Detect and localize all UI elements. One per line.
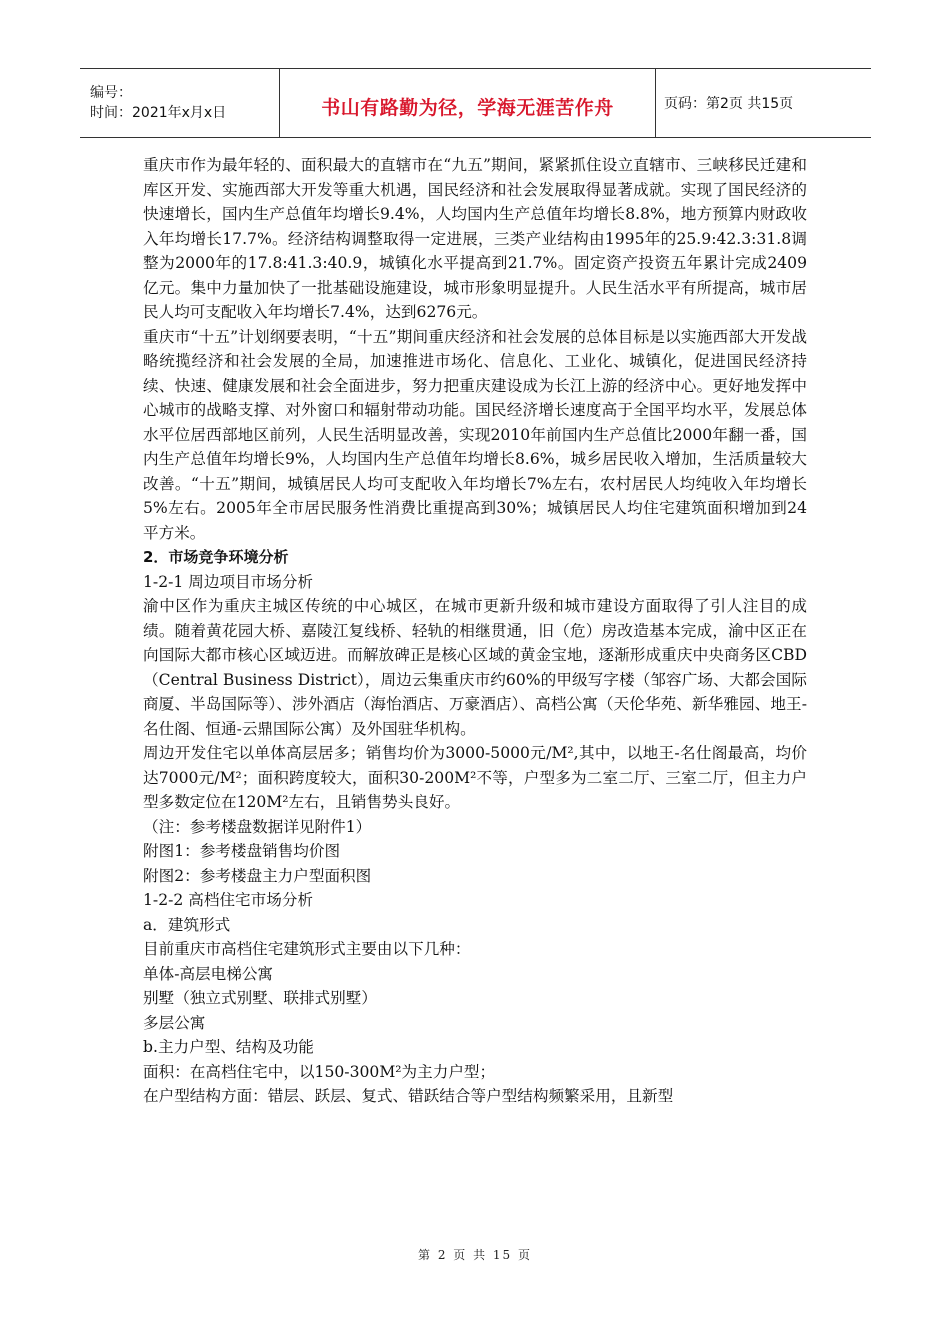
- section-heading-market-competition: 2．市场竞争环境分析: [143, 548, 289, 566]
- page-footer: 第 2 页 共 15 页: [418, 1248, 532, 1262]
- list-item-multistory: 多层公寓: [143, 1013, 206, 1032]
- list-heading-unit-types: b.主力户型、结构及功能: [143, 1038, 314, 1056]
- figure-reference-1: 附图1：参考楼盘销售均价图: [143, 842, 341, 860]
- paragraph-shiwu-goals: 重庆市“十五”计划纲要表明，“十五”期间重庆经济和社会发展的总体目标是以实施西部大开发战略统揽经济和社会发展的全局，加速推进市场化、信息化、工业化、城镇化，促进国民经济持续、快速、健康发展和社会全面进步，努力把重庆建设成为长江上游的经济中心。更好地发挥中心城市的战略支撑、对外窗口和辐射带动功能。国民经济增长速度高于全国平均水平，发展总体水平位居西部地区前列，人民生活明显改善，实现2010年前国内生产总值比2000年翻一番，国内生产总值年均增长9%，人均国内生产总值年均增长8.6%，城乡居民收入增加，生活质量较大改善。“十五”期间，城镇居民人均可支配收入年均增长7%左右，农村居民人均纯收入年均增长5%左右。2005年全市居民服务性消费比重提高到30%；城镇居民人均住宅建筑面积增加到24平方米。: [143, 327, 807, 542]
- document-date: 时间：2021年x月x日: [90, 105, 227, 121]
- header-motto: 书山有路勤为径，学海无涯苦作舟: [321, 96, 614, 119]
- subsection-heading-high-end-housing: 1-2-2 高档住宅市场分析: [143, 891, 314, 909]
- document-number-label: 编号：: [90, 85, 132, 101]
- subsection-heading-surrounding-projects: 1-2-1 周边项目市场分析: [143, 572, 314, 591]
- note-reference-data: （注：参考楼盘数据详见附件1）: [143, 817, 372, 836]
- paragraph-yuzhong-district: 渝中区作为重庆主城区传统的中心城区，在城市更新升级和城市建设方面取得了引人注目的成绩。随着黄花园大桥、嘉陵江复线桥、轻轨的相继贯通，旧（危）房改造基本完成，渝中区正在向国际大都市核心区域迈进。而解放碑正是核心区域的黄金宝地，逐渐形成重庆中央商务区CBD（Central Business District），周边云集重庆市约60%的甲级写字楼（邹容广场、大都会国际商厦、半岛国际等）、涉外酒店（海怡酒店、万豪酒店）、高档公寓（天伦华苑、新华雅园、地王-名仕阁、恒通-云鼎国际公寓）及外国驻华机构。: [143, 597, 807, 738]
- paragraph-area: 面积：在高档住宅中，以150-300M²为主力户型；: [143, 1062, 496, 1081]
- paragraph-unit-structure: 在户型结构方面：错层、跃层、复式、错跃结合等户型结构频繁采用，且新型: [143, 1087, 674, 1105]
- paragraph-surrounding-housing: 周边开发住宅以单体高层居多；销售均价为3000-5000元/M²,其中，以地王-名仕阁最高，均价达7000元/M²；面积跨度较大，面积30-200M²不等，户型多为二室二厅、三室二厅，但主力户型多数定位在120M²左右，且销售势头良好。: [143, 744, 807, 811]
- header-meta: [80, 69, 280, 137]
- header-motto-cell: [280, 69, 656, 137]
- document-body: [143, 153, 807, 1109]
- paragraph-jiuwu-achievements: 重庆市作为最年轻的、面积最大的直辖市在“九五”期间，紧紧抓住设立直辖市、三峡移民迁建和库区开发、实施西部大开发等重大机遇，国民经济和社会发展取得显著成就。实现了国民经济的快速增长，国内生产总值年均增长9.4%，人均国内生产总值年均增长8.8%，地方预算内财政收入年均增长17.7%。经济结构调整取得一定进展，三类产业结构由1995年的25.9:42.3:31.8调整为2000年的17.8:41.3:40.9，城镇化水平提高到21.7%。固定资产投资五年累计完成2409亿元。集中力量加快了一批基础设施建设，城市形象明显提升。人民生活水平有所提高，城市居民人均可支配收入年均增长7.4%，达到6276元。: [143, 156, 807, 321]
- paragraph-building-forms-intro: 目前重庆市高档住宅建筑形式主要由以下几种：: [143, 940, 471, 958]
- header-page-info: 页码：第2页 共15页: [664, 96, 794, 112]
- figure-reference-2: 附图2：参考楼盘主力户型面积图: [143, 866, 372, 885]
- list-item-highrise: 单体-高层电梯公寓: [143, 964, 274, 983]
- list-heading-building-form: a．建筑形式: [143, 915, 231, 934]
- page-header: [80, 68, 871, 138]
- list-item-villa: 别墅（独立式别墅、联排式别墅）: [143, 989, 377, 1007]
- header-page-info-cell: [656, 69, 871, 137]
